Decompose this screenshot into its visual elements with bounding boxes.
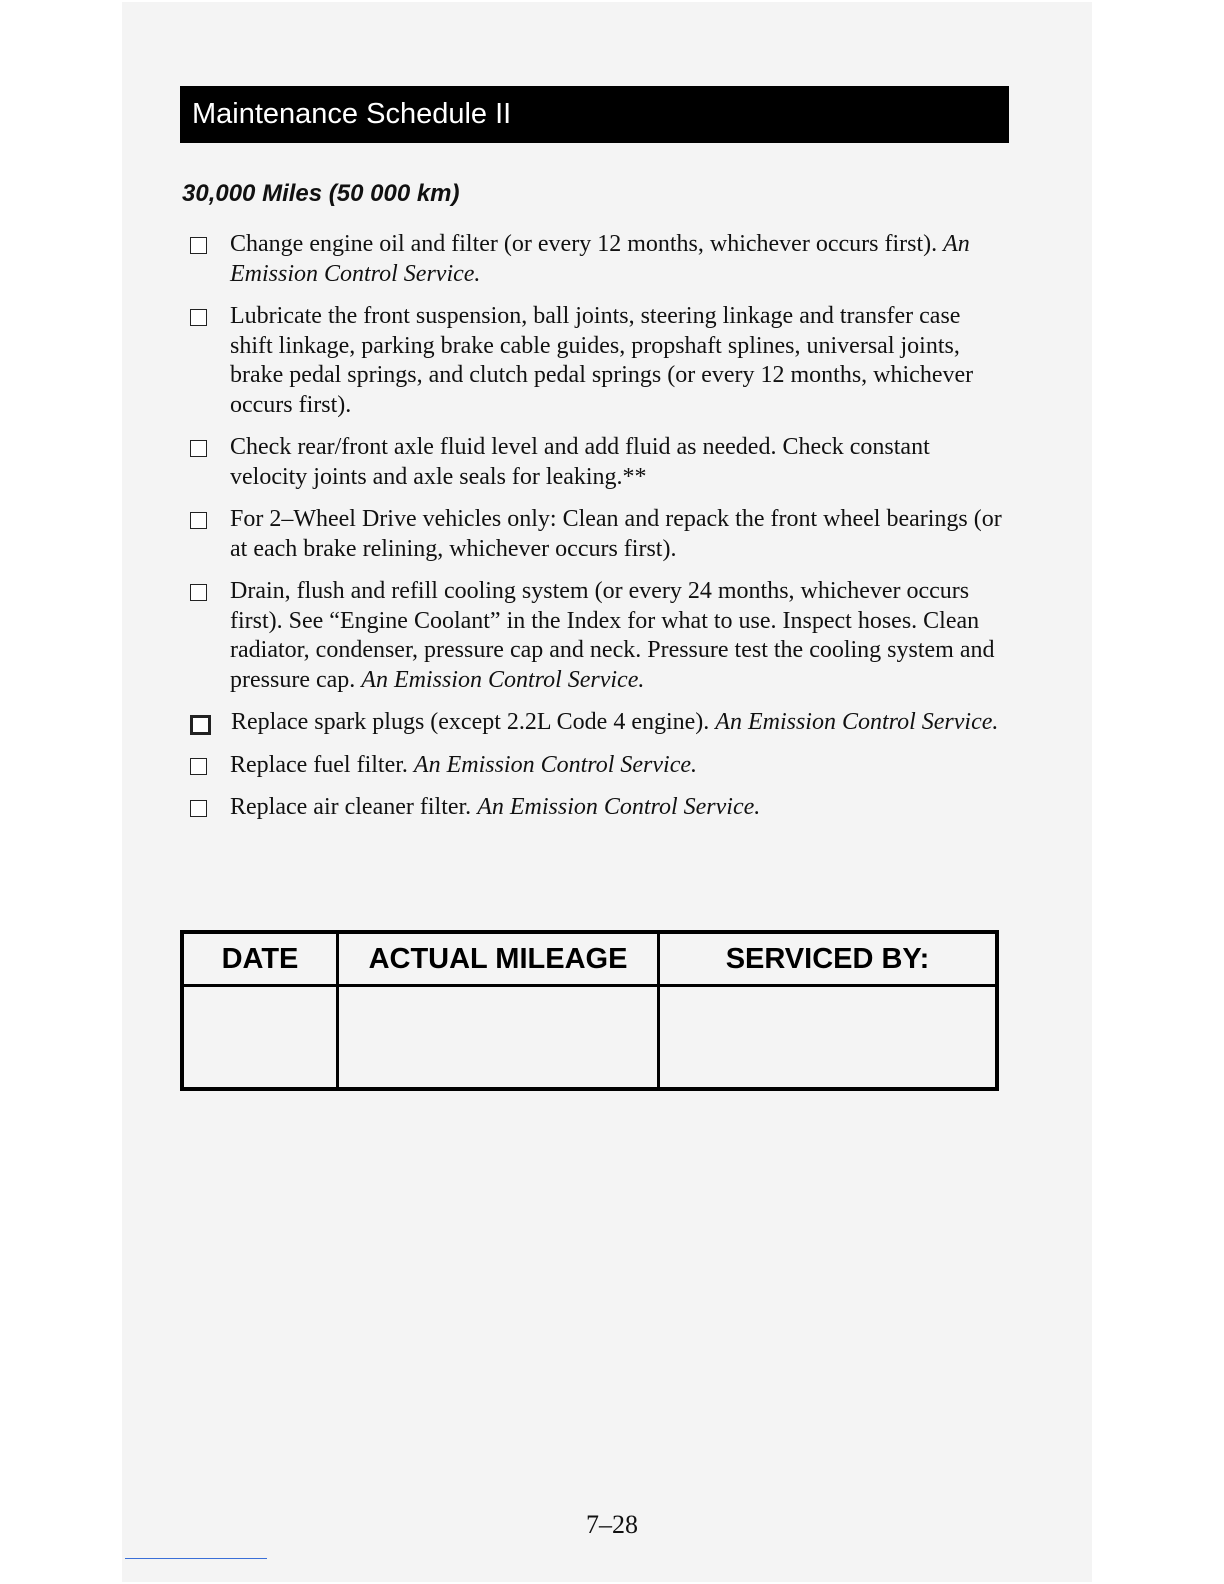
table-row (182, 986, 997, 1090)
checklist-item (190, 577, 1005, 695)
checkbox-icon[interactable] (190, 512, 207, 529)
checklist-item-text: Replace fuel filter. An Emission Control Service. (230, 751, 697, 778)
checklist-item (190, 230, 1005, 289)
checklist-item (190, 302, 1005, 420)
checklist-item (190, 793, 1005, 823)
emission-note: An Emission Control Service. (715, 709, 999, 735)
checklist-item-text: Drain, flush and refill cooling system (or every 24 months, whichever occurs first). See “Engine Coolant” in the Index for what to use. Inspect hoses. Clean radiator, condenser, pressure cap and neck. Pressure test the cooling system and pressure cap. An Emission Control Service. (230, 578, 995, 693)
service-record-table (180, 930, 999, 1091)
emission-note: An Emission Control Service. (413, 751, 697, 778)
emission-note: An Emission Control Service. (361, 666, 645, 693)
checklist-item-text: Lubricate the front suspension, ball joints, steering linkage and transfer case shift linkage, parking brake cable guides, propshaft splines, universal joints, brake pedal springs, and clutch pedal springs (or every 12 months, whichever occurs first). (230, 303, 974, 418)
emission-note: An Emission Control Service. (477, 794, 761, 820)
checklist-item-text: Replace air cleaner filter. An Emission Control Service. (230, 794, 761, 820)
checkbox-icon[interactable] (190, 440, 207, 457)
mileage-cell[interactable] (338, 986, 659, 1090)
date-cell[interactable] (182, 986, 338, 1090)
section-title: 30,000 Miles (50 000 km) (182, 180, 460, 207)
checkbox-icon[interactable] (190, 758, 207, 775)
checklist-item-text: Change engine oil and filter (or every 12 months, whichever occurs first). An Emission Control Service. (230, 231, 970, 287)
table-header-row (182, 932, 997, 986)
checkbox-icon[interactable] (190, 309, 207, 326)
checklist-item-text: Replace spark plugs (except 2.2L Code 4 engine). An Emission Control Service. (231, 709, 999, 735)
column-header-date: DATE (182, 932, 338, 986)
checkbox-icon[interactable] (190, 237, 207, 254)
checklist-item-text: For 2–Wheel Drive vehicles only: Clean and repack the front wheel bearings (or at each brake relining, whichever occurs first). (230, 506, 1002, 562)
checkbox-icon[interactable] (190, 715, 211, 735)
emission-note: An Emission Control Service. (230, 231, 970, 287)
page-number: 7–28 (586, 1510, 638, 1539)
checklist-item (190, 505, 1005, 564)
checklist-item (190, 751, 1005, 781)
checkbox-icon[interactable] (190, 800, 207, 817)
checklist-item (190, 433, 1005, 492)
column-header-mileage: ACTUAL MILEAGE (338, 932, 659, 986)
header-title: Maintenance Schedule II (192, 98, 512, 130)
maintenance-checklist (190, 230, 1005, 836)
checklist-item-text: Check rear/front axle fluid level and add fluid as needed. Check constant velocity joints and axle seals for leaking.** (230, 434, 930, 490)
checkbox-icon[interactable] (190, 584, 207, 601)
checklist-item (190, 708, 1005, 738)
page-header-bar (180, 86, 1009, 143)
serviced-by-cell[interactable] (659, 986, 998, 1090)
column-header-serviced-by: SERVICED BY: (659, 932, 998, 986)
footer-divider (125, 1558, 267, 1559)
